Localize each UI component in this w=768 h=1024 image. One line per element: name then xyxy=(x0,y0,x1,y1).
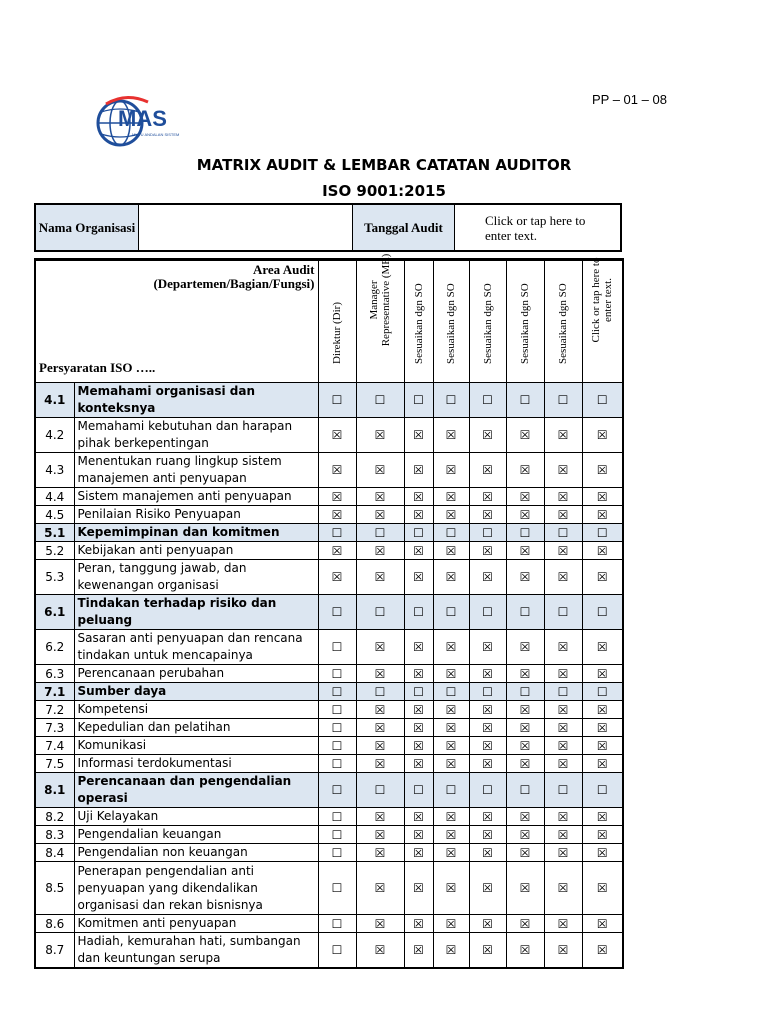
checked-checkbox[interactable]: ☒ xyxy=(433,755,469,773)
checked-checkbox[interactable]: ☒ xyxy=(506,560,544,595)
col-header-so-5: Sesuaikan dgn SO xyxy=(544,260,582,383)
unchecked-checkbox[interactable]: ☐ xyxy=(433,383,469,418)
unchecked-checkbox[interactable]: ☐ xyxy=(433,683,469,701)
checked-checkbox[interactable]: ☒ xyxy=(544,737,582,755)
clause-text: Memahami organisasi dan konteksnya xyxy=(74,383,318,418)
unchecked-checkbox[interactable]: ☐ xyxy=(404,595,433,630)
checked-checkbox[interactable]: ☒ xyxy=(356,665,404,683)
checked-checkbox[interactable]: ☒ xyxy=(582,862,623,915)
checked-checkbox[interactable]: ☒ xyxy=(433,542,469,560)
checked-checkbox[interactable]: ☒ xyxy=(544,755,582,773)
clause-text: Sumber daya xyxy=(74,683,318,701)
checked-checkbox[interactable]: ☒ xyxy=(356,808,404,826)
clause-number: 6.2 xyxy=(35,630,74,665)
checked-checkbox[interactable]: ☒ xyxy=(469,826,506,844)
checked-checkbox[interactable]: ☒ xyxy=(582,826,623,844)
checked-checkbox[interactable]: ☒ xyxy=(356,719,404,737)
clause-text: Kepedulian dan pelatihan xyxy=(74,719,318,737)
checked-checkbox[interactable]: ☒ xyxy=(404,542,433,560)
persyaratan-label: Persyaratan ISO ….. xyxy=(39,360,156,375)
clause-number: 4.2 xyxy=(35,418,74,453)
unchecked-checkbox[interactable]: ☐ xyxy=(469,683,506,701)
checked-checkbox[interactable]: ☒ xyxy=(318,488,356,506)
clause-text: Komitmen anti penyuapan xyxy=(74,915,318,933)
unchecked-checkbox[interactable]: ☐ xyxy=(318,826,356,844)
clause-number: 8.4 xyxy=(35,844,74,862)
clause-number: 7.4 xyxy=(35,737,74,755)
clause-text: Memahami kebutuhan dan harapan pihak berkepentingan xyxy=(74,418,318,453)
clause-number: 4.4 xyxy=(35,488,74,506)
clause-number: 8.5 xyxy=(35,862,74,915)
checked-checkbox[interactable]: ☒ xyxy=(404,719,433,737)
unchecked-checkbox[interactable]: ☐ xyxy=(544,383,582,418)
table-row xyxy=(35,524,623,542)
checked-checkbox[interactable]: ☒ xyxy=(469,453,506,488)
checked-checkbox[interactable]: ☒ xyxy=(356,737,404,755)
checked-checkbox[interactable]: ☒ xyxy=(433,506,469,524)
checked-checkbox[interactable]: ☒ xyxy=(469,630,506,665)
clause-text: Sasaran anti penyuapan dan rencana tindakan untuk mencapainya xyxy=(74,630,318,665)
checked-checkbox[interactable]: ☒ xyxy=(506,665,544,683)
clause-text: Tindakan terhadap risiko dan peluang xyxy=(74,595,318,630)
col-header-direktur: Direktur (Dir) xyxy=(318,260,356,383)
unchecked-checkbox[interactable]: ☐ xyxy=(404,524,433,542)
unchecked-checkbox[interactable]: ☐ xyxy=(582,524,623,542)
unchecked-checkbox[interactable]: ☐ xyxy=(318,683,356,701)
logo-text: MAS xyxy=(118,106,167,131)
checked-checkbox[interactable]: ☒ xyxy=(544,488,582,506)
area-audit-sublabel: (Departemen/Bagian/Fungsi) xyxy=(153,276,315,291)
checked-checkbox[interactable]: ☒ xyxy=(469,418,506,453)
checked-checkbox[interactable]: ☒ xyxy=(544,560,582,595)
unchecked-checkbox[interactable]: ☐ xyxy=(582,383,623,418)
checked-checkbox[interactable]: ☒ xyxy=(469,560,506,595)
checked-checkbox[interactable]: ☒ xyxy=(404,701,433,719)
checked-checkbox[interactable]: ☒ xyxy=(544,862,582,915)
unchecked-checkbox[interactable]: ☐ xyxy=(506,383,544,418)
checked-checkbox[interactable]: ☒ xyxy=(582,665,623,683)
unchecked-checkbox[interactable]: ☐ xyxy=(404,683,433,701)
checked-checkbox[interactable]: ☒ xyxy=(469,542,506,560)
checked-checkbox[interactable]: ☒ xyxy=(433,560,469,595)
area-audit-label: Area Audit xyxy=(252,262,315,277)
checked-checkbox[interactable]: ☒ xyxy=(506,719,544,737)
table-row xyxy=(35,418,623,453)
unchecked-checkbox[interactable]: ☐ xyxy=(356,773,404,808)
unchecked-checkbox[interactable]: ☐ xyxy=(544,683,582,701)
clause-number: 6.3 xyxy=(35,665,74,683)
unchecked-checkbox[interactable]: ☐ xyxy=(433,773,469,808)
unchecked-checkbox[interactable]: ☐ xyxy=(318,665,356,683)
col-header-so-1: Sesuaikan dgn SO xyxy=(404,260,433,383)
checked-checkbox[interactable]: ☒ xyxy=(433,418,469,453)
checked-checkbox[interactable]: ☒ xyxy=(318,542,356,560)
checked-checkbox[interactable]: ☒ xyxy=(506,542,544,560)
unchecked-checkbox[interactable]: ☐ xyxy=(404,773,433,808)
checked-checkbox[interactable]: ☒ xyxy=(469,506,506,524)
checked-checkbox[interactable]: ☒ xyxy=(356,755,404,773)
clause-number: 8.2 xyxy=(35,808,74,826)
checked-checkbox[interactable]: ☒ xyxy=(433,488,469,506)
table-row xyxy=(35,701,623,719)
checked-checkbox[interactable]: ☒ xyxy=(582,719,623,737)
checked-checkbox[interactable]: ☒ xyxy=(506,755,544,773)
unchecked-checkbox[interactable]: ☐ xyxy=(506,524,544,542)
checked-checkbox[interactable]: ☒ xyxy=(356,915,404,933)
clause-number: 7.3 xyxy=(35,719,74,737)
table-row xyxy=(35,862,623,915)
checked-checkbox[interactable]: ☒ xyxy=(544,933,582,969)
clause-number: 7.2 xyxy=(35,701,74,719)
table-row xyxy=(35,808,623,826)
checked-checkbox[interactable]: ☒ xyxy=(544,630,582,665)
checked-checkbox[interactable]: ☒ xyxy=(433,701,469,719)
clause-number: 4.1 xyxy=(35,383,74,418)
unchecked-checkbox[interactable]: ☐ xyxy=(318,915,356,933)
checked-checkbox[interactable]: ☒ xyxy=(356,506,404,524)
unchecked-checkbox[interactable]: ☐ xyxy=(356,524,404,542)
unchecked-checkbox[interactable]: ☐ xyxy=(318,773,356,808)
audit-matrix xyxy=(34,253,624,969)
unchecked-checkbox[interactable]: ☐ xyxy=(433,595,469,630)
checked-checkbox[interactable]: ☒ xyxy=(506,506,544,524)
checked-checkbox[interactable]: ☒ xyxy=(433,862,469,915)
clause-text: Menentukan ruang lingkup sistem manajemen anti penyuapan xyxy=(74,453,318,488)
unchecked-checkbox[interactable]: ☐ xyxy=(318,737,356,755)
unchecked-checkbox[interactable]: ☐ xyxy=(318,383,356,418)
unchecked-checkbox[interactable]: ☐ xyxy=(318,933,356,969)
clause-number: 6.1 xyxy=(35,595,74,630)
table-row xyxy=(35,826,623,844)
checked-checkbox[interactable]: ☒ xyxy=(582,755,623,773)
unchecked-checkbox[interactable]: ☐ xyxy=(506,595,544,630)
table-row xyxy=(35,542,623,560)
checked-checkbox[interactable]: ☒ xyxy=(404,915,433,933)
checked-checkbox[interactable]: ☒ xyxy=(544,826,582,844)
checked-checkbox[interactable]: ☒ xyxy=(582,542,623,560)
header-table xyxy=(34,203,622,252)
clause-number: 5.2 xyxy=(35,542,74,560)
table-row xyxy=(35,665,623,683)
checked-checkbox[interactable]: ☒ xyxy=(433,915,469,933)
checked-checkbox[interactable]: ☒ xyxy=(404,560,433,595)
checked-checkbox[interactable]: ☒ xyxy=(582,488,623,506)
clause-number: 8.7 xyxy=(35,933,74,969)
unchecked-checkbox[interactable]: ☐ xyxy=(469,773,506,808)
area-audit-header xyxy=(35,260,318,383)
unchecked-checkbox[interactable]: ☐ xyxy=(318,630,356,665)
date-label: Tanggal Audit xyxy=(353,204,455,251)
checked-checkbox[interactable]: ☒ xyxy=(506,808,544,826)
table-row xyxy=(35,383,623,418)
unchecked-checkbox[interactable]: ☐ xyxy=(318,595,356,630)
col-header-custom[interactable]: Click or tap here to enter text. xyxy=(582,260,623,383)
checked-checkbox[interactable]: ☒ xyxy=(356,844,404,862)
checked-checkbox[interactable]: ☒ xyxy=(433,665,469,683)
table-row xyxy=(35,773,623,808)
unchecked-checkbox[interactable]: ☐ xyxy=(582,773,623,808)
checked-checkbox[interactable]: ☒ xyxy=(506,915,544,933)
unchecked-checkbox[interactable]: ☐ xyxy=(318,844,356,862)
clause-number: 4.3 xyxy=(35,453,74,488)
checked-checkbox[interactable]: ☒ xyxy=(582,630,623,665)
checked-checkbox[interactable]: ☒ xyxy=(433,933,469,969)
checked-checkbox[interactable]: ☒ xyxy=(544,719,582,737)
unchecked-checkbox[interactable]: ☐ xyxy=(433,524,469,542)
clause-text: Pengendalian non keuangan xyxy=(74,844,318,862)
document-code: PP – 01 – 08 xyxy=(592,92,667,107)
table-row xyxy=(35,737,623,755)
clause-number: 8.6 xyxy=(35,915,74,933)
clause-text: Sistem manajemen anti penyuapan xyxy=(74,488,318,506)
checked-checkbox[interactable]: ☒ xyxy=(506,701,544,719)
checked-checkbox[interactable]: ☒ xyxy=(469,844,506,862)
checked-checkbox[interactable]: ☒ xyxy=(469,755,506,773)
col-header-mr: Manager Representative (MR) xyxy=(356,260,404,383)
checked-checkbox[interactable]: ☒ xyxy=(544,506,582,524)
checked-checkbox[interactable]: ☒ xyxy=(506,862,544,915)
clause-text: Kepemimpinan dan komitmen xyxy=(74,524,318,542)
unchecked-checkbox[interactable]: ☐ xyxy=(544,524,582,542)
checked-checkbox[interactable]: ☒ xyxy=(404,506,433,524)
table-row xyxy=(35,933,623,969)
unchecked-checkbox[interactable]: ☐ xyxy=(356,595,404,630)
checked-checkbox[interactable]: ☒ xyxy=(469,915,506,933)
checked-checkbox[interactable]: ☒ xyxy=(469,933,506,969)
checked-checkbox[interactable]: ☒ xyxy=(356,862,404,915)
checked-checkbox[interactable]: ☒ xyxy=(582,453,623,488)
unchecked-checkbox[interactable]: ☐ xyxy=(544,595,582,630)
checked-checkbox[interactable]: ☒ xyxy=(469,719,506,737)
checked-checkbox[interactable]: ☒ xyxy=(506,826,544,844)
checked-checkbox[interactable]: ☒ xyxy=(404,665,433,683)
checked-checkbox[interactable]: ☒ xyxy=(404,453,433,488)
unchecked-checkbox[interactable]: ☐ xyxy=(318,862,356,915)
unchecked-checkbox[interactable]: ☐ xyxy=(506,683,544,701)
unchecked-checkbox[interactable]: ☐ xyxy=(356,383,404,418)
checked-checkbox[interactable]: ☒ xyxy=(469,701,506,719)
checked-checkbox[interactable]: ☒ xyxy=(582,844,623,862)
checked-checkbox[interactable]: ☒ xyxy=(433,737,469,755)
clause-text: Pengendalian keuangan xyxy=(74,826,318,844)
table-row xyxy=(35,755,623,773)
checked-checkbox[interactable]: ☒ xyxy=(544,665,582,683)
checked-checkbox[interactable]: ☒ xyxy=(433,453,469,488)
clause-text: Uji Kelayakan xyxy=(74,808,318,826)
checked-checkbox[interactable]: ☒ xyxy=(506,488,544,506)
table-row xyxy=(35,506,623,524)
clause-text: Komunikasi xyxy=(74,737,318,755)
checked-checkbox[interactable]: ☒ xyxy=(469,665,506,683)
clause-number: 7.5 xyxy=(35,755,74,773)
table-row xyxy=(35,488,623,506)
unchecked-checkbox[interactable]: ☐ xyxy=(582,683,623,701)
page-subtitle: ISO 9001:2015 xyxy=(322,182,446,200)
checked-checkbox[interactable]: ☒ xyxy=(404,737,433,755)
clause-text: Penilaian Risiko Penyuapan xyxy=(74,506,318,524)
checked-checkbox[interactable]: ☒ xyxy=(404,488,433,506)
checked-checkbox[interactable]: ☒ xyxy=(506,418,544,453)
checked-checkbox[interactable]: ☒ xyxy=(469,862,506,915)
checked-checkbox[interactable]: ☒ xyxy=(469,488,506,506)
checked-checkbox[interactable]: ☒ xyxy=(506,630,544,665)
checked-checkbox[interactable]: ☒ xyxy=(356,826,404,844)
checked-checkbox[interactable]: ☒ xyxy=(582,506,623,524)
unchecked-checkbox[interactable]: ☐ xyxy=(506,773,544,808)
checked-checkbox[interactable]: ☒ xyxy=(544,701,582,719)
checked-checkbox[interactable]: ☒ xyxy=(582,808,623,826)
unchecked-checkbox[interactable]: ☐ xyxy=(318,719,356,737)
checked-checkbox[interactable]: ☒ xyxy=(544,808,582,826)
date-field[interactable]: Click or tap here to enter text. xyxy=(455,204,622,251)
checked-checkbox[interactable]: ☒ xyxy=(356,701,404,719)
table-row xyxy=(35,915,623,933)
col-header-so-4: Sesuaikan dgn SO xyxy=(506,260,544,383)
checked-checkbox[interactable]: ☒ xyxy=(544,453,582,488)
unchecked-checkbox[interactable]: ☐ xyxy=(469,383,506,418)
clause-number: 5.1 xyxy=(35,524,74,542)
globe-logo-icon xyxy=(96,92,206,154)
checked-checkbox[interactable]: ☒ xyxy=(318,560,356,595)
checked-checkbox[interactable]: ☒ xyxy=(404,844,433,862)
checked-checkbox[interactable]: ☒ xyxy=(433,808,469,826)
mas-logo xyxy=(96,92,206,154)
clause-number: 4.5 xyxy=(35,506,74,524)
checked-checkbox[interactable]: ☒ xyxy=(506,737,544,755)
table-row xyxy=(35,453,623,488)
checked-checkbox[interactable]: ☒ xyxy=(433,844,469,862)
checked-checkbox[interactable]: ☒ xyxy=(469,737,506,755)
unchecked-checkbox[interactable]: ☐ xyxy=(318,808,356,826)
clause-text: Hadiah, kemurahan hati, sumbangan dan keuntungan serupa xyxy=(74,933,318,969)
table-row xyxy=(35,595,623,630)
unchecked-checkbox[interactable]: ☐ xyxy=(356,683,404,701)
org-label: Nama Organisasi xyxy=(35,204,139,251)
checked-checkbox[interactable]: ☒ xyxy=(582,701,623,719)
checked-checkbox[interactable]: ☒ xyxy=(356,488,404,506)
checked-checkbox[interactable]: ☒ xyxy=(582,915,623,933)
checked-checkbox[interactable]: ☒ xyxy=(544,915,582,933)
checked-checkbox[interactable]: ☒ xyxy=(356,453,404,488)
checked-checkbox[interactable]: ☒ xyxy=(404,826,433,844)
unchecked-checkbox[interactable]: ☐ xyxy=(469,595,506,630)
checked-checkbox[interactable]: ☒ xyxy=(544,418,582,453)
table-row xyxy=(35,683,623,701)
checked-checkbox[interactable]: ☒ xyxy=(506,453,544,488)
checked-checkbox[interactable]: ☒ xyxy=(582,418,623,453)
clause-text: Peran, tanggung jawab, dan kewenangan organisasi xyxy=(74,560,318,595)
logo-tagline: MUTU ANDALAN SISTEM xyxy=(132,132,180,137)
checked-checkbox[interactable]: ☒ xyxy=(506,933,544,969)
checked-checkbox[interactable]: ☒ xyxy=(433,630,469,665)
checked-checkbox[interactable]: ☒ xyxy=(544,542,582,560)
unchecked-checkbox[interactable]: ☐ xyxy=(318,755,356,773)
col-header-so-2: Sesuaikan dgn SO xyxy=(433,260,469,383)
clause-number: 7.1 xyxy=(35,683,74,701)
checked-checkbox[interactable]: ☒ xyxy=(582,737,623,755)
clause-text: Kompetensi xyxy=(74,701,318,719)
checked-checkbox[interactable]: ☒ xyxy=(404,933,433,969)
col-header-so-3: Sesuaikan dgn SO xyxy=(469,260,506,383)
checked-checkbox[interactable]: ☒ xyxy=(506,844,544,862)
table-row xyxy=(35,844,623,862)
clause-text: Kebijakan anti penyuapan xyxy=(74,542,318,560)
checked-checkbox[interactable]: ☒ xyxy=(356,542,404,560)
unchecked-checkbox[interactable]: ☐ xyxy=(582,595,623,630)
checked-checkbox[interactable]: ☒ xyxy=(582,933,623,969)
checked-checkbox[interactable]: ☒ xyxy=(356,630,404,665)
checked-checkbox[interactable]: ☒ xyxy=(582,560,623,595)
checked-checkbox[interactable]: ☒ xyxy=(356,418,404,453)
checked-checkbox[interactable]: ☒ xyxy=(318,506,356,524)
clause-text: Penerapan pengendalian anti penyuapan yang dikendalikan organisasi dan rekan bisnisnya xyxy=(74,862,318,915)
clause-text: Perencanaan dan pengendalian operasi xyxy=(74,773,318,808)
checked-checkbox[interactable]: ☒ xyxy=(433,719,469,737)
checked-checkbox[interactable]: ☒ xyxy=(404,630,433,665)
table-row xyxy=(35,719,623,737)
checked-checkbox[interactable]: ☒ xyxy=(544,844,582,862)
checked-checkbox[interactable]: ☒ xyxy=(404,418,433,453)
org-field[interactable] xyxy=(139,204,353,251)
checked-checkbox[interactable]: ☒ xyxy=(356,933,404,969)
unchecked-checkbox[interactable]: ☐ xyxy=(544,773,582,808)
table-row xyxy=(35,560,623,595)
table-row xyxy=(35,630,623,665)
checked-checkbox[interactable]: ☒ xyxy=(318,418,356,453)
checked-checkbox[interactable]: ☒ xyxy=(433,826,469,844)
clause-text: Perencanaan perubahan xyxy=(74,665,318,683)
clause-number: 8.1 xyxy=(35,773,74,808)
unchecked-checkbox[interactable]: ☐ xyxy=(404,383,433,418)
page-title: MATRIX AUDIT & LEMBAR CATATAN AUDITOR xyxy=(196,156,572,174)
clause-text: Informasi terdokumentasi xyxy=(74,755,318,773)
checked-checkbox[interactable]: ☒ xyxy=(404,808,433,826)
checked-checkbox[interactable]: ☒ xyxy=(356,560,404,595)
unchecked-checkbox[interactable]: ☐ xyxy=(318,524,356,542)
checked-checkbox[interactable]: ☒ xyxy=(469,808,506,826)
checked-checkbox[interactable]: ☒ xyxy=(318,453,356,488)
clause-number: 8.3 xyxy=(35,826,74,844)
unchecked-checkbox[interactable]: ☐ xyxy=(469,524,506,542)
checked-checkbox[interactable]: ☒ xyxy=(404,862,433,915)
checked-checkbox[interactable]: ☒ xyxy=(404,755,433,773)
clause-number: 5.3 xyxy=(35,560,74,595)
unchecked-checkbox[interactable]: ☐ xyxy=(318,701,356,719)
